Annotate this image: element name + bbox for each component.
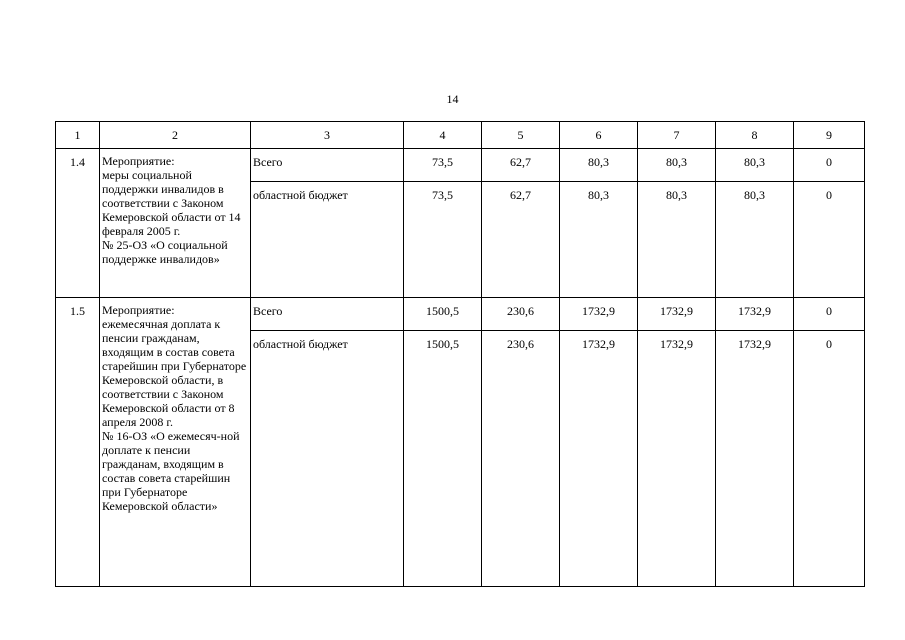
value-cell: 62,7	[482, 182, 560, 298]
value-cell: 80,3	[638, 149, 716, 182]
value-cell: 230,6	[482, 298, 560, 331]
value-cell: 0	[794, 331, 865, 587]
value-cell: 80,3	[716, 182, 794, 298]
value-cell: 1732,9	[638, 331, 716, 587]
header-cell: 4	[404, 122, 482, 149]
value-cell: 80,3	[716, 149, 794, 182]
table-row	[56, 298, 865, 331]
measure-description-text: Мероприятие: ежемесячная доплата к пенсии гражданам, входящим в состав совета старейшин при Губернаторе Кемеровской области, в соответствии с Законом Кемеровской области от 8 апреля 2008 г. № 16-ОЗ «О ежемесяч-ной доплате к пенсии гражданам, входящим в состав совета старейшин при Губернаторе Кемеровской области»	[102, 303, 247, 513]
header-cell: 7	[638, 122, 716, 149]
funding-source: областной бюджет	[251, 182, 404, 298]
header-cell: 5	[482, 122, 560, 149]
measure-description	[100, 149, 251, 298]
measure-description-text: Мероприятие: меры социальной поддержки инвалидов в соответствии с Законом Кемеровской области от 14 февраля 2005 г. № 25-ОЗ «О социальной поддержке инвалидов»	[102, 154, 241, 266]
value-cell: 1732,9	[716, 298, 794, 331]
header-cell: 1	[56, 122, 100, 149]
value-cell: 1500,5	[404, 331, 482, 587]
header-cell: 6	[560, 122, 638, 149]
value-cell: 0	[794, 149, 865, 182]
value-cell: 230,6	[482, 331, 560, 587]
value-cell: 1732,9	[638, 298, 716, 331]
funding-source: Всего	[251, 298, 404, 331]
value-cell: 0	[794, 182, 865, 298]
value-cell: 1732,9	[560, 331, 638, 587]
funding-source: Всего	[251, 149, 404, 182]
funding-source: областной бюджет	[251, 331, 404, 587]
value-cell: 80,3	[638, 182, 716, 298]
header-cell: 2	[100, 122, 251, 149]
row-number: 1.5	[56, 298, 100, 587]
value-cell: 0	[794, 298, 865, 331]
value-cell: 1732,9	[560, 298, 638, 331]
value-cell: 1500,5	[404, 298, 482, 331]
value-cell: 62,7	[482, 149, 560, 182]
header-row	[56, 122, 865, 149]
measure-description	[100, 298, 251, 587]
value-cell: 73,5	[404, 182, 482, 298]
table-row	[56, 149, 865, 182]
value-cell: 1732,9	[716, 331, 794, 587]
budget-table	[55, 121, 865, 587]
value-cell: 80,3	[560, 149, 638, 182]
row-number: 1.4	[56, 149, 100, 298]
value-cell: 80,3	[560, 182, 638, 298]
page-number: 14	[446, 92, 459, 106]
header-cell: 9	[794, 122, 865, 149]
header-cell: 8	[716, 122, 794, 149]
header-cell: 3	[251, 122, 404, 149]
value-cell: 73,5	[404, 149, 482, 182]
